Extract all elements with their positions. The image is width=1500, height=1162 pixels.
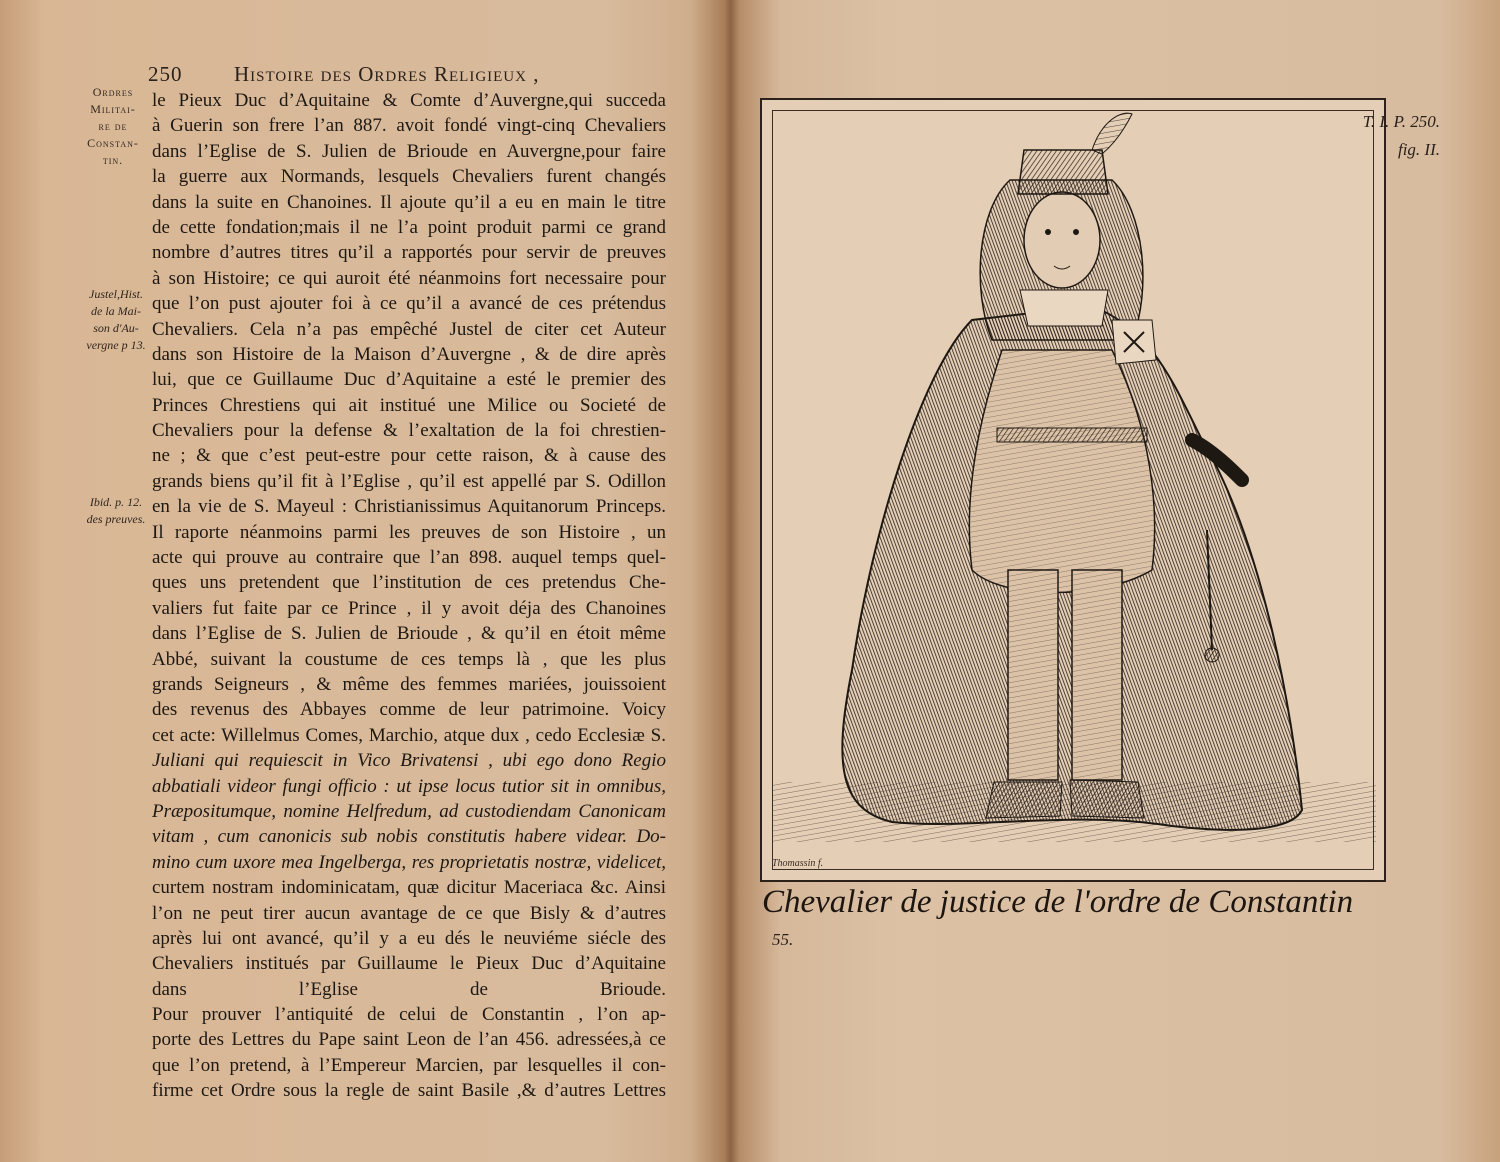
text-line: porte des Lettres du Pape saint Leon de l’an 456. adressées,à ce bbox=[152, 1029, 666, 1051]
text-line: dans l’Eglise de S. Julien de Brioude , & qu’il en étoit même bbox=[152, 623, 666, 645]
text-line: cet acte: Willelmus Comes, Marchio, atque dux , cedo Ecclesiæ S. bbox=[152, 724, 666, 746]
text-line: que l’on pust ajouter foi à ce qu’il a avancé de ces prétendus bbox=[152, 293, 666, 315]
text-line: Pour prouver l’antiquité de celui de Constantin , l’on ap- bbox=[152, 1004, 666, 1026]
text-line: ne ; & que c’est peut-estre pour cette raison, & à cause des bbox=[152, 445, 666, 467]
cap bbox=[1018, 150, 1108, 194]
text-line: dans l’Eglise de Brioude. bbox=[152, 978, 666, 1000]
text-line: valiers fut faite par ce Prince , il y avoit déja des Chanoines bbox=[152, 597, 666, 619]
text-line: nombre d’autres titres qu’il a rapportés pour servir de preuves bbox=[152, 242, 666, 264]
text-line: abbatiali videor fungi officio : ut ipse locus tutior sit in omnibus, bbox=[152, 775, 666, 797]
text-line: dans la suite en Chanoines. Il ajoute qu’il a eu en main le titre bbox=[152, 191, 666, 213]
text-line: Chevaliers. Cela n’a pas empêché Justel de citer cet Auteur bbox=[152, 318, 666, 340]
text-line: à Guerin son frere l’an 887. avoit fondé vingt-cinq Chevaliers bbox=[152, 115, 666, 137]
text-line: la guerre aux Normands, lesquels Chevaliers furent changés bbox=[152, 166, 666, 188]
margin-note-ibid: Ibid. p. 12. des preuves. bbox=[86, 495, 146, 526]
text-line: mino cum uxore mea Ingelberga, res proprietatis nostræ, videlicet, bbox=[152, 851, 666, 873]
running-head-title: Histoire des Ordres Religieux , bbox=[234, 62, 540, 86]
collar bbox=[1020, 290, 1108, 326]
text-line: après lui ont avancé, qu’il y a eu dés le neuviéme siécle des bbox=[152, 927, 666, 949]
text-line: grands biens qu’il fit à l’Eglise , qu’il est appellé par S. Odillon bbox=[152, 470, 666, 492]
text-line: grands Seigneurs , & même des femmes mariées, jouissoient bbox=[152, 673, 666, 695]
text-line: Chevaliers pour la defense & l’exaltation de la foi chrestien- bbox=[152, 420, 666, 442]
text-line: lui, que ce Guillaume Duc d’Aquitaine a esté le premier des bbox=[152, 369, 666, 391]
face bbox=[1024, 192, 1100, 288]
left-page bbox=[0, 0, 722, 1162]
margin-note-justel: Justel,Hist. de la Mai- son d'Au- vergne p 13. bbox=[86, 287, 146, 352]
text-line: Princes Chrestiens qui ait institué une Milice ou Societé de bbox=[152, 394, 666, 416]
belt bbox=[997, 428, 1147, 442]
margin-note-order: Ordres Militai- re de Constan- tin. bbox=[87, 85, 139, 167]
text-line: vitam , cum canonicis sub nobis constitutis habere videar. Do- bbox=[152, 826, 666, 848]
knight-engraving bbox=[772, 110, 1376, 870]
text-line: dans l’Eglise de S. Julien de Brioude en Auvergne,pour faire bbox=[152, 140, 666, 162]
text-line: Juliani qui requiescit in Vico Brivatensi , ubi ego dono Regio bbox=[152, 750, 666, 772]
text-line: acte qui prouve au contraire que l’an 898. auquel temps quel- bbox=[152, 547, 666, 569]
text-line: que l’on pretend, à l’Empereur Marcien, par lesquelles il con- bbox=[152, 1054, 666, 1076]
text-line: à son Histoire; ce qui auroit été néanmoins fort necessaire pour bbox=[152, 267, 666, 289]
engraver-signature: Thomassin f. bbox=[772, 858, 824, 869]
plate-caption: Chevalier de justice de l'ordre de Constantin bbox=[762, 884, 1354, 920]
text-line: Abbé, suivant la coustume de ces temps là , que les plus bbox=[152, 648, 666, 670]
text-line: de cette fondation;mais il ne l’a point produit parmi ce grand bbox=[152, 216, 666, 238]
page-number: 250 bbox=[148, 62, 183, 86]
text-line: l’on ne peut tirer aucun avantage de ce que Bisly & d’autres bbox=[152, 902, 666, 924]
text-line: curtem nostram indominicatam, quæ dicitur Maceriaca &c. Ainsi bbox=[152, 877, 666, 899]
text-line: Præpositumque, nomine Helfredum, ad custodiendam Canonicam bbox=[152, 800, 666, 822]
text-line: Chevaliers institués par Guillaume le Pieux Duc d’Aquitaine bbox=[152, 953, 666, 975]
text-line: des revenus des Abbayes comme de leur patrimoine. Voicy bbox=[152, 699, 666, 721]
right-shoe bbox=[1070, 780, 1144, 818]
body-text bbox=[152, 88, 666, 1104]
text-line: firme cet Ordre sous la regle de saint Basile ,& d’autres Lettres bbox=[152, 1080, 666, 1102]
plate-reference: T. I. P. 250. fig. II. bbox=[1362, 112, 1440, 159]
left-shoe bbox=[986, 782, 1062, 818]
plume bbox=[1092, 113, 1132, 154]
text-line: ques uns pretendent que l’institution de ces pretendus Che- bbox=[152, 572, 666, 594]
text-line: dans son Histoire de la Maison d’Auvergne , & de dire après bbox=[152, 343, 666, 365]
text-line: le Pieux Duc d’Aquitaine & Comte d’Auvergne,qui succeda bbox=[152, 90, 666, 111]
text-line: en la vie de S. Mayeul : Christianissimus Aquitanorum Princeps. bbox=[152, 496, 666, 518]
running-head bbox=[148, 62, 628, 88]
plate-number: 55. bbox=[772, 930, 794, 949]
text-line: Il raporte néanmoins parmi les preuves de son Histoire , un bbox=[152, 521, 666, 543]
